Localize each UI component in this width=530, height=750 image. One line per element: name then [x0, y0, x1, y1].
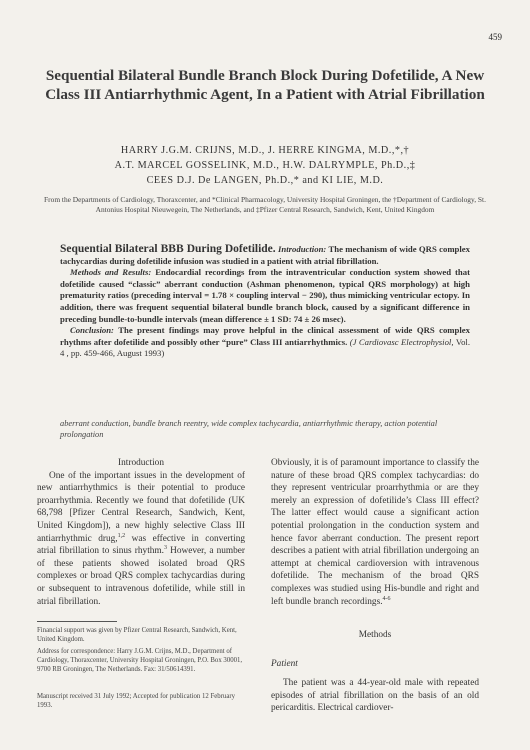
intro-paragraph-continued: Obviously, it is of paramount importance to classify the nature of these broad QRS complex tachycardias: do they represent ventricular proarrhythmia or are they merely an expression of dofetilide’s Class III effect? The latter effect would cause a significant action potential prolongation in the conduction system and hence favor aberrant conduction. The present report describes a patient with atrial fibrillation undergoing an attempt at chemical cardioversion with intravenous dofetilide. The mechanism of the broad QRS complexes was studied using His-bundle and right and left bundle branch recordings.$^{4-6}$ [271, 458, 479, 607]
page-number: 459 [488, 32, 502, 42]
author-line: HARRY J.G.M. CRIJNS, M.D., J. HERRE KINGMA, M.D.,*,† [120, 145, 410, 156]
author-line: CEES D.J. De LANGEN, Ph.D.,* and KI LIE, M.D. [146, 175, 384, 186]
abstract-heading: Sequential Bilateral BBB During Dofetilide. [60, 243, 276, 255]
article-title: Sequential Bilateral Bundle Branch Block During Dofetilide, A New Class III Antiarrhythmic Agent, In a Patient with Atrial Fibrillation [45, 67, 485, 103]
intro-paragraph: One of the important issues in the development of new antiarrhythmics is their potential to produce proarrhythmia. Recently we found that dofetilide (UK 68,798 [Pfizer Central Research, Sandwich, Kent, United Kingdom]), a new highly selective Class III antiarrhythmic drug,$^{1,2}$ was effective in converting atrial fibrillation to sinus rhythm.$^3$ However, a number of these patients showed isolated broad QRS complexes or broad QRS complex tachycardias during or subsequent to intravenous dofetilide, while still in atrial fibrillation. [37, 470, 246, 607]
author-line: A.T. MARCEL GOSSELINK, M.D., H.W. DALRYMPLE, Ph.D.,‡ [114, 160, 416, 171]
citation: (J Cardiovasc Electrophysiol, Vol. 4 , pp. 459-466, August 1993) [60, 336, 471, 359]
footnote-support: Financial support was given by Pfizer Central Research, Sandwich, Kent, United Kingdom. [37, 627, 237, 643]
author-list [40, 143, 490, 188]
patient-paragraph: The patient was a 44-year-old male with repeated episodes of atrial fibrillation on the basis of an old pericarditis. Electrical cardiover- [271, 678, 479, 714]
conclusion-text: The present findings may prove helpful in the clinical assessment of wide QRS complex rhythms after dofetilide and possibly other “pure” Class III antiarrhythmics. [60, 325, 470, 347]
left-column [37, 457, 245, 608]
footnote-manuscript: Manuscript received 31 July 1992; Accepted for publication 12 February 1993. [37, 693, 235, 709]
methods-label: Methods and Results: [70, 267, 152, 278]
intro-label: Introduction: [278, 244, 327, 254]
section-heading-introduction: Introduction [118, 458, 164, 468]
abstract [60, 244, 470, 360]
section-heading-methods: Methods [358, 630, 392, 640]
conclusion-label: Conclusion: [70, 325, 114, 336]
methods-text: Endocardial recordings from the intraventricular conduction system showed that dofetilide caused “classic” aberrant conduction (Ashman phenomenon, typical QRS morphology) at high prematurity ratios (preceding interval = 1.78 × coupling interval − 290), thus mimicking ventricular ectopy. In addition, there was frequent sequential bilateral bundle branch block, caused by a significant difference in preceding bundle-to-bundle intervals (mean difference ± 1 SD: 74 ± 26 msec). [60, 267, 470, 324]
affiliation: From the Departments of Cardiology, Thoraxcenter, and *Clinical Pharmacology, University Hospital Groningen, the †Department of Cardiology, St. Antonius Hospital Nieuwegein, The Netherlands, and ‡Pfizer Central Research, Sandwich, Kent, United Kingdom [44, 195, 486, 214]
footnote-divider [37, 621, 117, 622]
footnote-address: Address for correspondence: Harry J.G.M. Crijns, M.D., Department of Cardiology, Thoraxcenter, University Hospital Groningen, P.O. Box 30001, 9700 RB Groningen, The Netherlands. Fax: 31/50614391. [37, 648, 243, 673]
intro-text: The mechanism of wide QRS complex tachycardias during dofetilide infusion was studied in a patient with atrial fibrillation. [60, 244, 471, 266]
keywords: aberrant conduction, bundle branch reentry, wide complex tachycardia, antiarrhythmic therapy, action potential prolongation [60, 419, 438, 439]
right-column [271, 457, 479, 608]
subheading-patient: Patient [271, 659, 298, 669]
